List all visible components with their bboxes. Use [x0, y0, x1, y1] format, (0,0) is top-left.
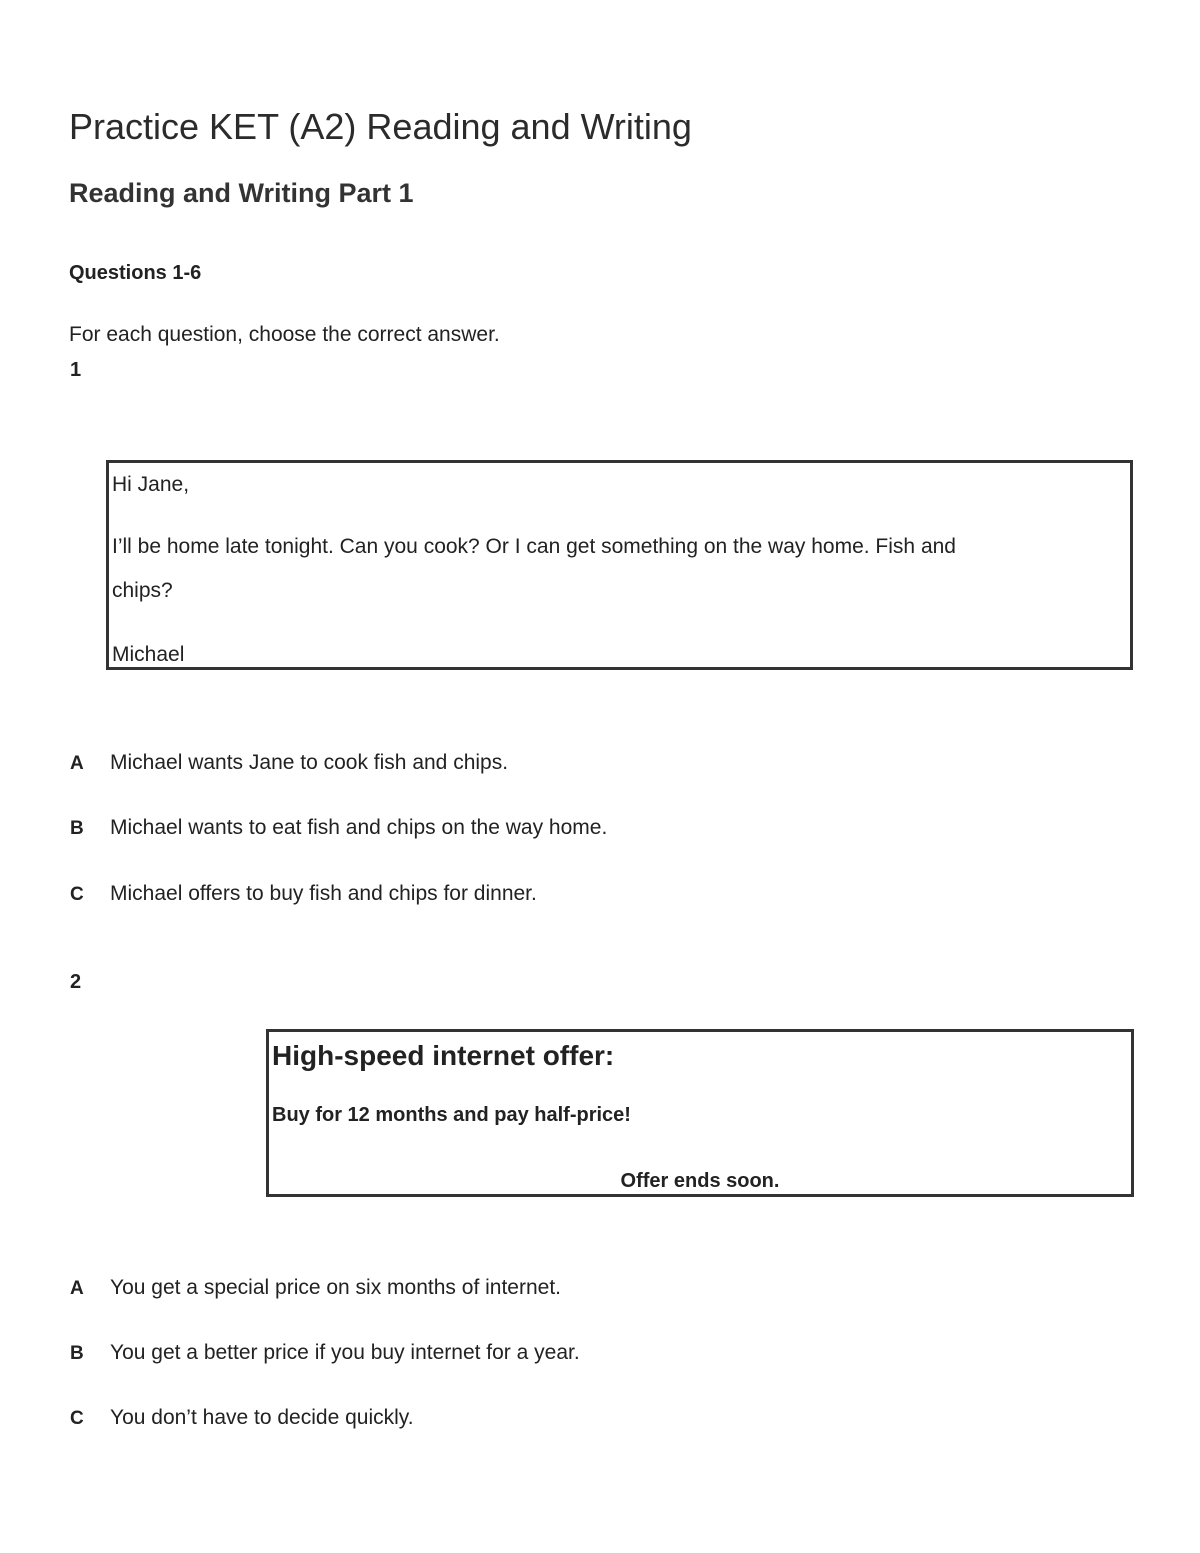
option-letter: C [70, 884, 84, 905]
option-text: You get a special price on six months of internet. [110, 1276, 561, 1299]
question-1-option-c[interactable] [70, 882, 537, 906]
question-2-notice [266, 1029, 1134, 1197]
question-2-number: 2 [70, 971, 82, 993]
question-1-option-b[interactable] [70, 816, 607, 840]
questions-heading: Questions 1-6 [69, 262, 202, 284]
question-1-option-a[interactable] [70, 751, 508, 775]
question-2-option-b[interactable] [70, 1341, 580, 1365]
option-letter: A [70, 1278, 84, 1299]
option-text: Michael offers to buy fish and chips for dinner. [110, 882, 537, 905]
note-greeting: Hi Jane, [112, 473, 190, 496]
part-heading: Reading and Writing Part 1 [69, 178, 414, 208]
instruction-text: For each question, choose the correct answer. [69, 323, 500, 346]
question-2-option-c[interactable] [70, 1406, 414, 1430]
note-body-line-2: chips? [112, 579, 173, 602]
notice-title: High-speed internet offer: [272, 1040, 615, 1071]
option-text: Michael wants Jane to cook fish and chips. [110, 751, 509, 774]
question-2-option-a[interactable] [70, 1276, 561, 1300]
option-letter: C [70, 1408, 84, 1429]
option-text: Michael wants to eat fish and chips on the way home. [110, 816, 608, 839]
question-1-number: 1 [70, 359, 82, 381]
document-title: Practice KET (A2) Reading and Writing [69, 106, 692, 147]
notice-footer: Offer ends soon. [620, 1170, 780, 1192]
note-body-line-1: I’ll be home late tonight. Can you cook? Or I can get something on the way home. Fish and [112, 535, 956, 558]
notice-line: Buy for 12 months and pay half-price! [272, 1104, 631, 1126]
question-1-note [106, 460, 1133, 670]
note-signature: Michael [112, 643, 185, 666]
option-text: You don’t have to decide quickly. [110, 1406, 414, 1429]
option-text: You get a better price if you buy internet for a year. [110, 1341, 580, 1364]
option-letter: B [70, 1343, 84, 1364]
option-letter: A [70, 753, 84, 774]
option-letter: B [70, 818, 84, 839]
